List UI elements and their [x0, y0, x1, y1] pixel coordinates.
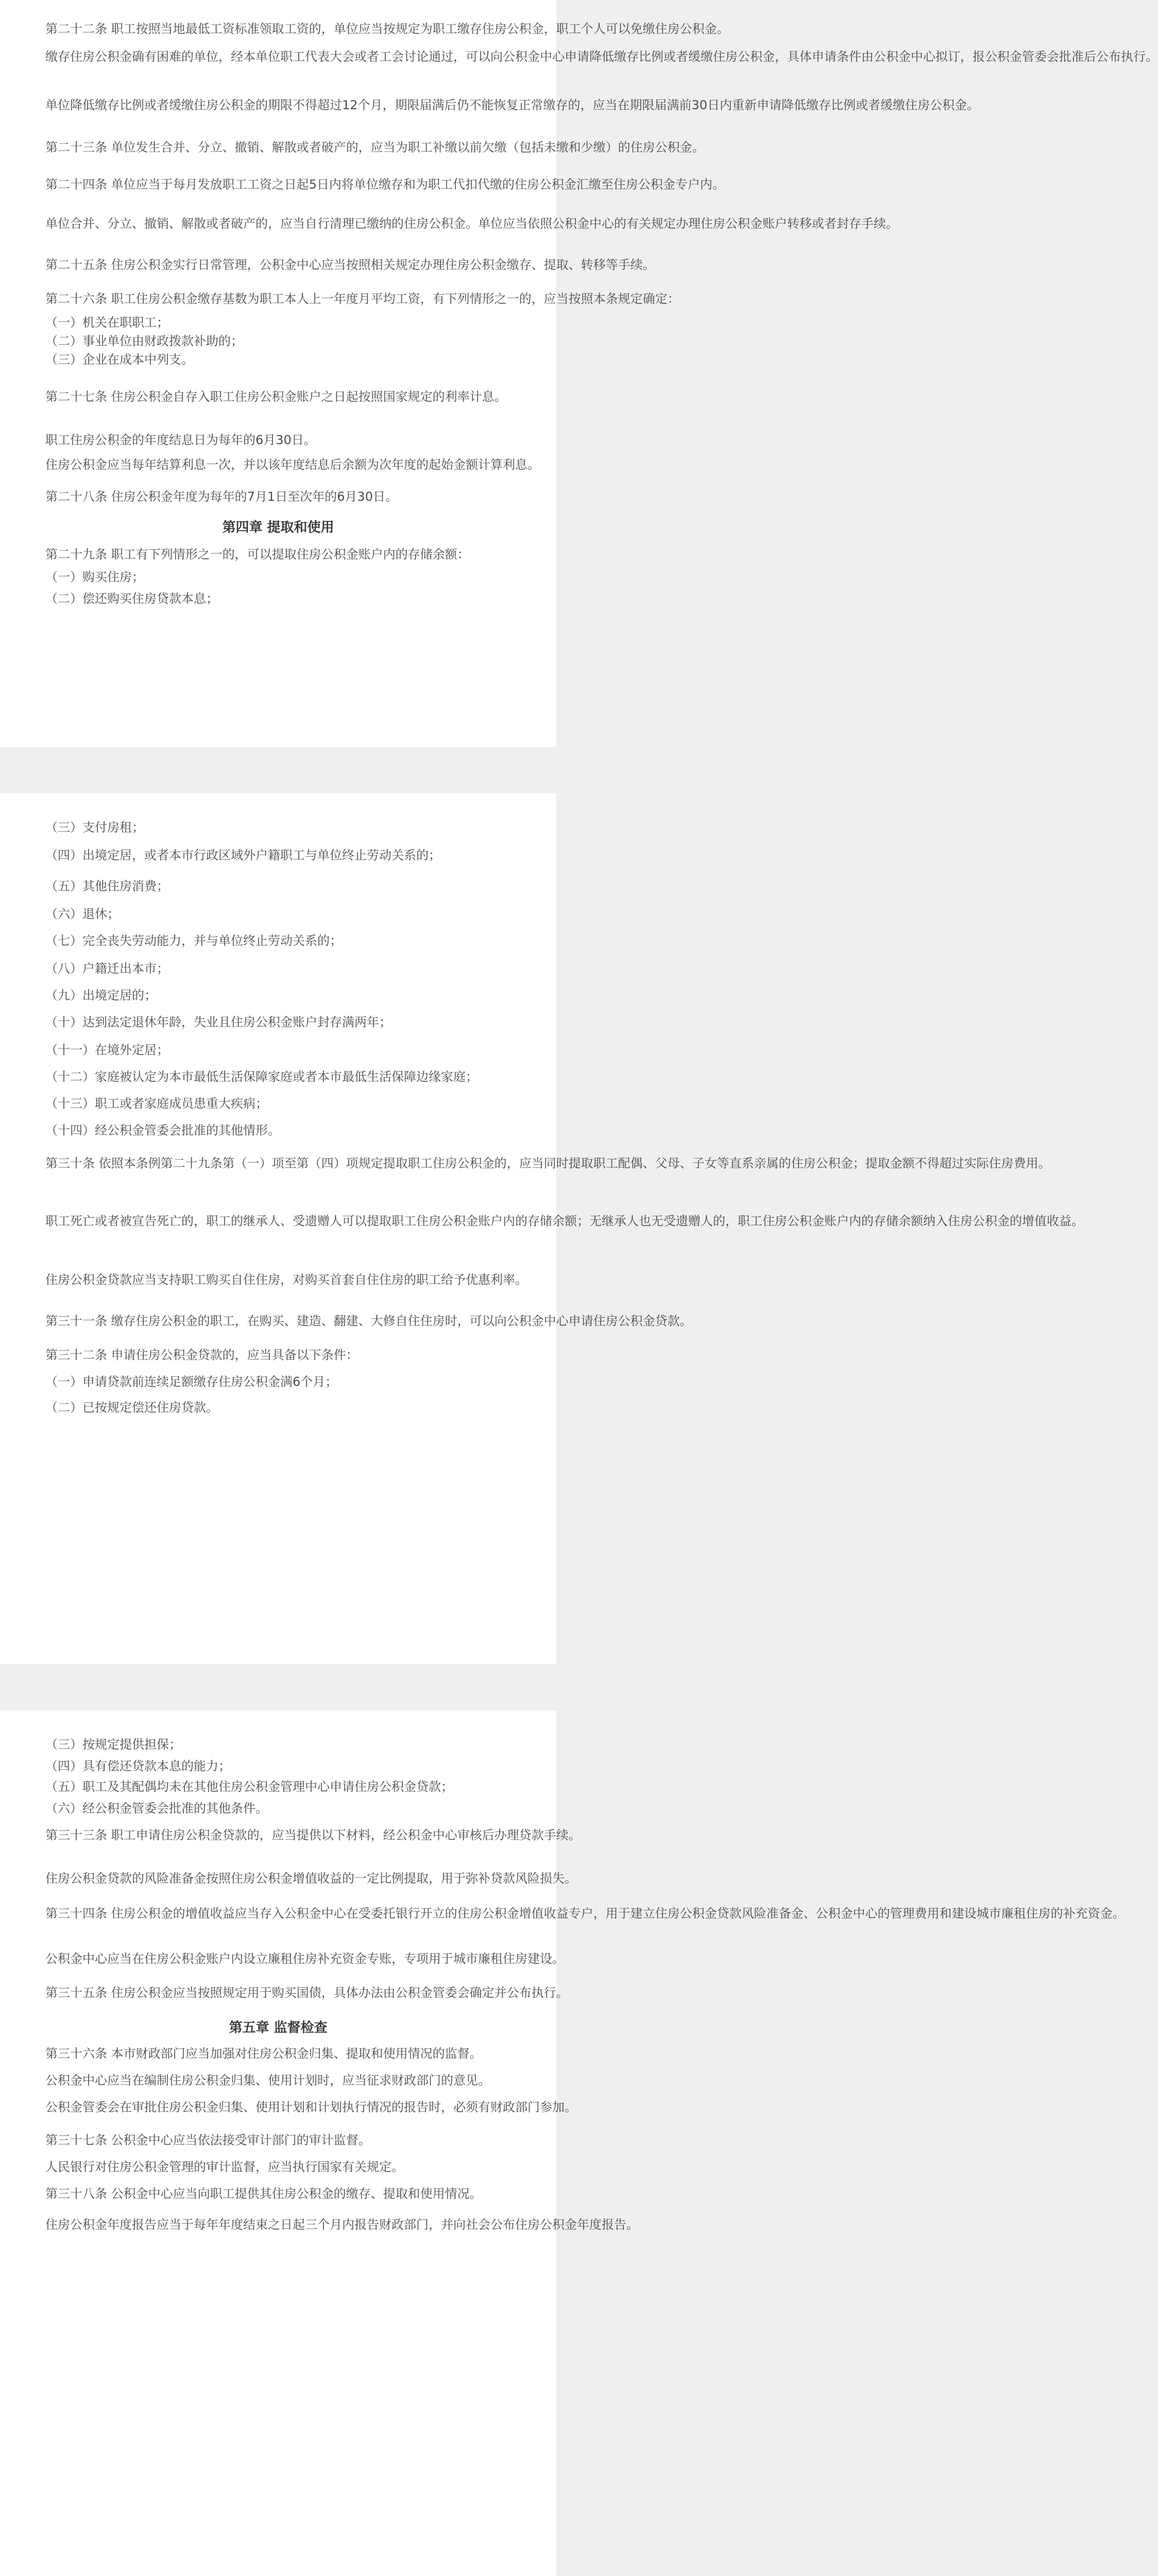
paragraph-line: （一）机关在职职工； [45, 315, 169, 330]
paragraph-line: （五）职工及其配偶均未在其他住房公积金管理中心申请住房公积金贷款； [45, 1780, 453, 1794]
paragraph-line: （七）完全丧失劳动能力，并与单位终止劳动关系的； [45, 934, 342, 948]
paragraph-line: （六）经公积金管委会批准的其他条件。 [45, 1801, 268, 1816]
paragraph-line: 单位降低缴存比例或者缓缴住房公积金的期限不得超过12个月，期限届满后仍不能恢复正常缴存的，应当在期限届满前30日内重新申请降低缴存比例或者缓缴住房公积金。 [45, 98, 980, 112]
page-fade [0, 1646, 556, 1664]
paragraph-line: （六）退休； [45, 907, 120, 921]
paragraph-line: 第三十条 依照本条例第二十九条第（一）项至第（四）项规定提取职工住房公积金的，应当同时提取职工配偶、父母、子女等直系亲属的住房公积金；提取金额不得超过实际住房费用。 [45, 1156, 1051, 1171]
paragraph-line: （八）户籍迁出本市； [45, 961, 169, 976]
paragraph-line: 第二十五条 住房公积金实行日常管理，公积金中心应当按照相关规定办理住房公积金缴存、提取、转移等手续。 [45, 258, 655, 272]
paragraph-line: 第三十八条 公积金中心应当向职工提供其住房公积金的缴存、提取和使用情况。 [45, 2187, 482, 2201]
paragraph-line: （三）企业在成本中列支。 [45, 352, 194, 367]
paragraph-line: 住房公积金年度报告应当于每年年度结束之日起三个月内报告财政部门，并向社会公布住房公积金年度报告。 [45, 2217, 639, 2232]
paragraph-line: （十四）经公积金管委会批准的其他情形。 [45, 1123, 280, 1138]
paragraph-line: 公积金中心应当在编制住房公积金归集、使用计划时，应当征求财政部门的意见。 [45, 2073, 490, 2088]
paragraph-line: （三）支付房租； [45, 820, 144, 835]
paragraph-line: （二）事业单位由财政拨款补助的； [45, 334, 243, 348]
chapter-heading: 第四章 提取和使用 [222, 520, 334, 535]
paragraph-line: 第二十六条 职工住房公积金缴存基数为职工本人上一年度月平均工资，有下列情形之一的，应当按照本条规定确定： [45, 292, 680, 306]
paragraph-line: 公积金中心应当在住房公积金账户内设立廉租住房补充资金专账，专项用于城市廉租住房建设。 [45, 1952, 565, 1966]
paragraph-line: 第三十二条 申请住房公积金贷款的，应当具备以下条件： [45, 1348, 359, 1362]
paragraph-line: （二）已按规定偿还住房贷款。 [45, 1400, 218, 1415]
paragraph-line: 第二十三条 单位发生合并、分立、撤销、解散或者破产的，应当为职工补缴以前欠缴（包括未缴和少缴）的住房公积金。 [45, 140, 705, 155]
paragraph-line: （四）出境定居，或者本市行政区域外户籍职工与单位终止劳动关系的； [45, 848, 441, 862]
paragraph-line: （五）其他住房消费； [45, 879, 169, 893]
paragraph-line: 单位合并、分立、撤销、解散或者破产的，应当自行清理已缴纳的住房公积金。单位应当依照公积金中心的有关规定办理住房公积金账户转移或者封存手续。 [45, 216, 898, 231]
paragraph-line: 第三十一条 缴存住房公积金的职工，在购买、建造、翻建、大修自住住房时，可以向公积金中心申请住房公积金贷款。 [45, 1314, 692, 1328]
paragraph-line: 第三十七条 公积金中心应当依法接受审计部门的审计监督。 [45, 2133, 371, 2147]
paragraph-line: （一）申请贷款前连续足额缴存住房公积金满6个月； [45, 1375, 338, 1389]
paragraph-line: （三）按规定提供担保； [45, 1737, 181, 1752]
paragraph-line: （十一）在境外定居； [45, 1043, 169, 1057]
paragraph-line: 第三十五条 住房公积金应当按照规定用于购买国债，具体办法由公积金管委会确定并公布执行。 [45, 1986, 569, 2000]
paragraph-line: 第二十九条 职工有下列情形之一的，可以提取住房公积金账户内的存储余额： [45, 547, 470, 562]
paragraph-line: 第三十六条 本市财政部门应当加强对住房公积金归集、提取和使用情况的监督。 [45, 2046, 482, 2061]
document-page-3 [0, 1710, 1125, 2576]
document-page-1 [0, 0, 1158, 747]
paragraph-line: （十二）家庭被认定为本市最低生活保障家庭或者本市最低生活保障边缘家庭； [45, 1070, 478, 1084]
paragraph-line: 第三十三条 职工申请住房公积金贷款的，应当提供以下材料，经公积金中心审核后办理贷款手续。 [45, 1828, 581, 1842]
paragraph-line: （二）偿还购买住房贷款本息； [45, 591, 218, 606]
paragraph-line: 第三十四条 住房公积金的增值收益应当存入公积金中心在受委托银行开立的住房公积金增值收益专户，用于建立住房公积金贷款风险准备金、公积金中心的管理费用和建设城市廉租住房的补充资金。 [45, 1906, 1125, 1921]
page-fade [0, 728, 556, 747]
paragraph-line: 人民银行对住房公积金管理的审计监督，应当执行国家有关规定。 [45, 2160, 404, 2174]
paragraph-line: 职工死亡或者被宣告死亡的，职工的继承人、受遗赠人可以提取职工住房公积金账户内的存储余额；无继承人也无受遗赠人的，职工住房公积金账户内的存储余额纳入住房公积金的增值收益。 [45, 1214, 1084, 1228]
paragraph-line: 住房公积金贷款的风险准备金按照住房公积金增值收益的一定比例提取，用于弥补贷款风险损失。 [45, 1871, 577, 1886]
paragraph-line: 第二十四条 单位应当于每月发放职工工资之日起5日内将单位缴存和为职工代扣代缴的住房公积金汇缴至住房公积金专户内。 [45, 177, 725, 192]
paragraph-line: （四）具有偿还贷款本息的能力； [45, 1759, 231, 1773]
paragraph-line: 第二十二条 职工按照当地最低工资标准领取工资的，单位应当按规定为职工缴存住房公积金，职工个人可以免缴住房公积金。 [45, 22, 729, 36]
document-page-2 [0, 793, 1084, 1664]
paragraph-line: （一）购买住房； [45, 570, 144, 584]
paragraph-line: 第二十七条 住房公积金自存入职工住房公积金账户之日起按照国家规定的利率计息。 [45, 389, 507, 404]
paragraph-line: 缴存住房公积金确有困难的单位，经本单位职工代表大会或者工会讨论通过，可以向公积金中心申请降低缴存比例或者缓缴住房公积金，具体申请条件由公积金中心拟订，报公积金管委会批准后公布执行。 [45, 49, 1158, 64]
paragraph-line: （十三）职工或者家庭成员患重大疾病； [45, 1096, 268, 1111]
paragraph-line: （十）达到法定退休年龄，失业且住房公积金账户封存满两年； [45, 1015, 391, 1029]
paragraph-line: 职工住房公积金的年度结息日为每年的6月30日。 [45, 433, 316, 447]
chapter-heading: 第五章 监督检查 [229, 2020, 328, 2036]
paragraph-line: 第二十八条 住房公积金年度为每年的7月1日至次年的6月30日。 [45, 489, 398, 504]
paragraph-line: 住房公积金应当每年结算利息一次，并以该年度结息后余额为次年度的起始金额计算利息。 [45, 457, 540, 472]
paragraph-line: 公积金管委会在审批住房公积金归集、使用计划和计划执行情况的报告时，必须有财政部门参加。 [45, 2100, 577, 2114]
paragraph-line: （九）出境定居的； [45, 988, 157, 1003]
paragraph-line: 住房公积金贷款应当支持职工购买自住住房，对购买首套自住住房的职工给予优惠利率。 [45, 1273, 527, 1287]
